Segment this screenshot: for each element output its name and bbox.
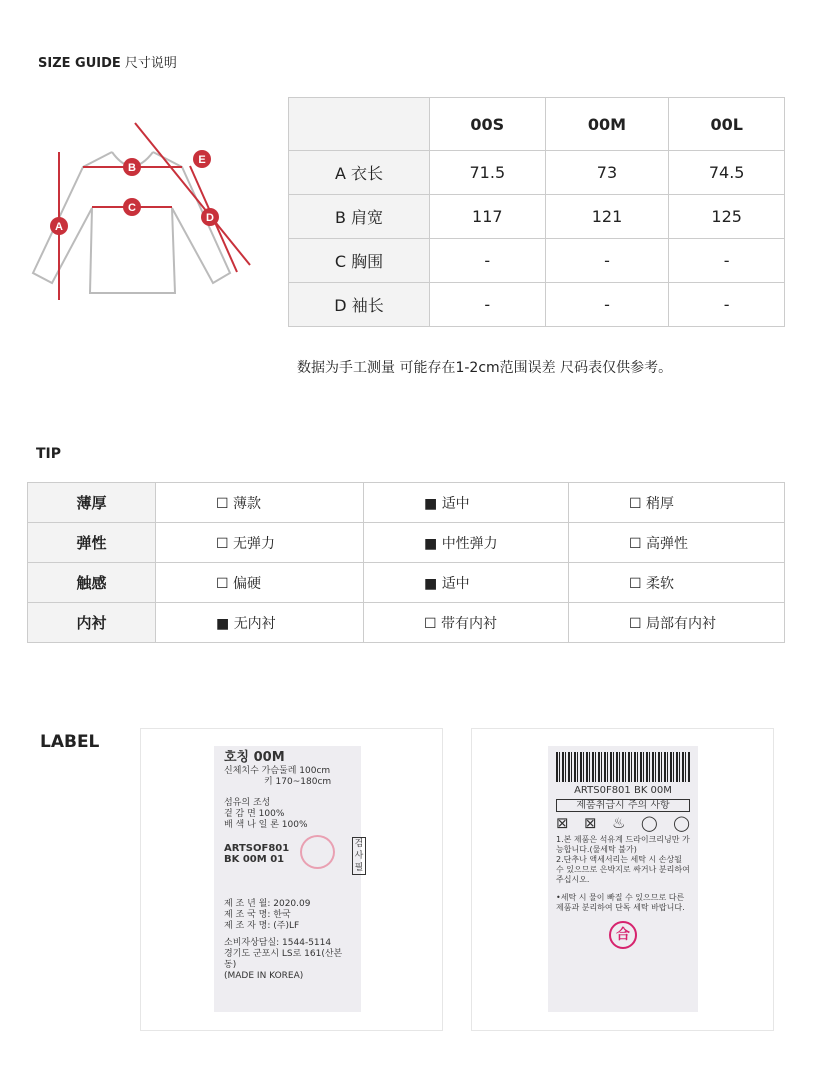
- tip-row: [28, 523, 785, 563]
- unchecked-box-icon: ☐: [629, 615, 642, 632]
- tip-row: [28, 483, 785, 523]
- checked-box-icon: ■: [216, 615, 230, 632]
- header-cell: 00M: [545, 98, 669, 151]
- no-bleach-icon: ⊠: [584, 814, 597, 832]
- tip-row: [28, 603, 785, 643]
- unchecked-box-icon: ☐: [424, 615, 437, 632]
- label-c: C: [128, 202, 136, 214]
- care-instruction-tag: ARTS0F801 BK 00M 제품취급시 주의 사항 ⊠ ⊠ ♨ ◯ ◯ 1.본 제품은 석유계 드라이크리닝만 가능합니다.(물세탁 불가) 2.단추나 액세서리는 세탁 시 손상될 수 있으므로 은박지로 싸거나 분리하여 주십시오. •세탁 시 물이 빠질 수 있으므로 다른 제품과 분리하여 단독 세탁 바랍니다. 合: [548, 746, 698, 1012]
- iron-icon: ♨: [612, 814, 626, 832]
- no-wash-icon: ⊠: [556, 814, 569, 832]
- label-title: LABEL: [40, 732, 100, 752]
- tip-option: ☐ 带有内衬: [364, 603, 569, 643]
- dry-clean-icon: ◯: [640, 814, 658, 832]
- unchecked-box-icon: ☐: [629, 575, 642, 592]
- pass-stamp: 合: [609, 921, 637, 949]
- tip-option: ☐ 局部有内衬: [569, 603, 785, 643]
- care-symbols: [556, 814, 690, 832]
- tip-row: [28, 563, 785, 603]
- barcode: [556, 752, 690, 782]
- tip-option: ■ 适中: [364, 563, 569, 603]
- unchecked-box-icon: ☐: [629, 495, 642, 512]
- label-a: A: [55, 221, 63, 233]
- unchecked-box-icon: ☐: [629, 535, 642, 552]
- table-row: C 胸围 - - -: [289, 239, 785, 283]
- tip-option: ☐ 无弹力: [156, 523, 364, 563]
- tip-option: ☐ 柔软: [569, 563, 785, 603]
- unchecked-box-icon: ☐: [216, 535, 229, 552]
- tip-option: ☐ 偏硬: [156, 563, 364, 603]
- header-cell: 00S: [430, 98, 546, 151]
- unchecked-box-icon: ☐: [216, 495, 229, 512]
- tip-option: ☐ 高弹性: [569, 523, 785, 563]
- tip-option: ■ 中性弹力: [364, 523, 569, 563]
- label-b: B: [128, 162, 136, 174]
- table-row: A 衣长 71.5 73 74.5: [289, 151, 785, 195]
- tip-title: TIP: [36, 446, 62, 462]
- tip-option: ■ 适中: [364, 483, 569, 523]
- tip-row-label: 内衬: [28, 603, 156, 643]
- inspection-stamp: [300, 835, 335, 869]
- tip-row-label: 薄厚: [28, 483, 156, 523]
- table-row: D 袖长 - - -: [289, 283, 785, 327]
- size-guide-title: SIZE GUIDE 尺寸说明: [38, 56, 177, 71]
- checked-box-icon: ■: [424, 535, 438, 552]
- tip-row-label: 触感: [28, 563, 156, 603]
- header-cell: 00L: [669, 98, 785, 151]
- checked-box-icon: ■: [424, 495, 438, 512]
- measurement-note: 数据为手工测量 可能存在1-2cm范围误差 尺码表仅供参考。: [297, 360, 673, 376]
- tip-option: ■ 无内衬: [156, 603, 364, 643]
- size-care-label-tag: 호칭 00M 신체치수 가슴둘레 100cm 키 170~180cm 섬유의 조성 겉 감 면 100% 배 색 나 일 론 100% ARTSOF801 BK 00M 01 검사필 제 조 년 월: 2020.09 제 조 국 명: 한국 제 조 자 명: (주)LF 소비자상담실: 1544-5114 경기도 군포시 LS로 161(산본동) (MADE IN KOREA): [214, 746, 361, 1012]
- tip-option: ☐ 稍厚: [569, 483, 785, 523]
- garment-measurement-diagram: [20, 110, 260, 310]
- unchecked-box-icon: ☐: [216, 575, 229, 592]
- no-tumble-icon: ◯: [673, 814, 690, 832]
- label-d: D: [206, 212, 214, 224]
- header-cell: [289, 98, 430, 151]
- table-row: B 肩宽 117 121 125: [289, 195, 785, 239]
- label-e: E: [198, 154, 206, 166]
- tip-row-label: 弹性: [28, 523, 156, 563]
- checked-box-icon: ■: [424, 575, 438, 592]
- tip-table: [27, 482, 785, 643]
- tip-option: ☐ 薄款: [156, 483, 364, 523]
- table-header-row: [289, 98, 785, 151]
- size-table: [288, 97, 785, 327]
